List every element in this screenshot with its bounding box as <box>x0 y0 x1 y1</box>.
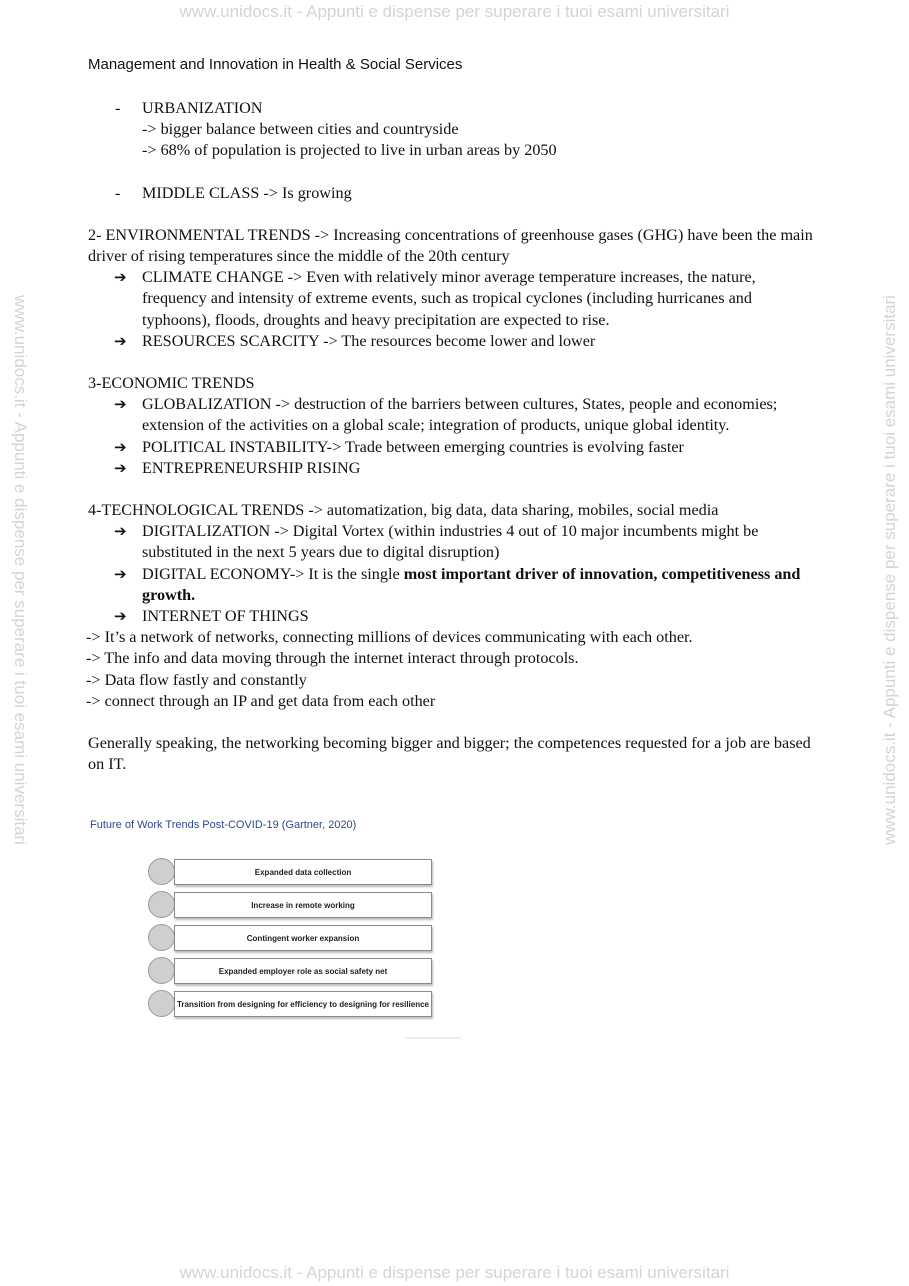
watermark-right: www.unidocs.it - Appunti e dispense per superare i tuoi esami universitari <box>880 295 899 845</box>
digital-economy-item <box>88 564 818 606</box>
circle-marker <box>148 891 175 918</box>
arrow-bullet-icon: ➔ <box>114 522 127 541</box>
urbanization-line-2: -> 68% of population is projected to live in urban areas by 2050 <box>142 141 557 160</box>
arrow-bullet-icon: ➔ <box>114 268 127 287</box>
figure-title: Future of Work Trends Post-COVID-19 (Gartner, 2020) <box>90 819 357 831</box>
climate-change-item <box>88 267 818 331</box>
iot-line-3: -> Data flow fastly and constantly <box>86 670 307 689</box>
urbanization-title: URBANIZATION <box>142 99 263 117</box>
figure-item-box: Expanded employer role as social safety net <box>174 958 432 984</box>
digitalization-text: DIGITALIZATION -> Digital Vortex (within industries 4 out of 10 major incumbents might be substituted in the next 5 years due to digital disruption) <box>142 522 759 562</box>
divider <box>405 1037 461 1039</box>
figure-item-box: Increase in remote working <box>174 892 432 918</box>
dash-bullet: - <box>115 183 121 202</box>
climate-change-text: CLIMATE CHANGE -> Even with relatively minor average temperature increases, the nature, frequency and intensity of extreme events, such as tropical cyclones (including hurricanes and typhoons), floods, droughts and heavy precipitation are expected to rise. <box>142 268 756 329</box>
middle-class-item <box>88 183 818 204</box>
technological-title: 4-TECHNOLOGICAL TRENDS -> automatization, big data, data sharing, mobiles, social media <box>88 501 719 520</box>
arrow-bullet-icon: ➔ <box>114 458 127 477</box>
iot-line-1: -> It’s a network of networks, connecting millions of devices communicating with each other. <box>86 628 693 647</box>
digitalization-item <box>88 521 818 563</box>
urbanization-item <box>88 98 818 119</box>
iot-text: INTERNET OF THINGS <box>142 607 309 626</box>
page-header: Management and Innovation in Health & Social Services <box>88 56 463 73</box>
arrow-bullet-icon: ➔ <box>114 607 127 626</box>
digital-economy-text: DIGITAL ECONOMY-> It is the single <box>142 564 404 583</box>
globalization-text: GLOBALIZATION -> destruction of the barriers between cultures, States, people and economies; extension of the activities on a global scale; integration of products, unique global identity. <box>142 395 778 435</box>
urbanization-line-1: -> bigger balance between cities and countryside <box>142 120 459 139</box>
circle-marker <box>148 924 175 951</box>
political-instability-text: POLITICAL INSTABILITY-> Trade between emerging countries is evolving faster <box>142 437 684 456</box>
resources-scarcity-item <box>88 331 818 352</box>
circle-marker <box>148 957 175 984</box>
dash-bullet: - <box>115 99 121 117</box>
arrow-bullet-icon: ➔ <box>114 395 127 414</box>
environmental-intro: 2- ENVIRONMENTAL TRENDS -> Increasing concentrations of greenhouse gases (GHG) have been the main driver of rising temperatures since the middle of the 20th century <box>88 225 813 266</box>
entrepreneurship-text: ENTREPRENEURSHIP RISING <box>142 458 361 477</box>
conclusion-paragraph: Generally speaking, the networking becoming bigger and bigger; the competences requested for a job are based on IT. <box>88 734 811 774</box>
iot-line-4: -> connect through an IP and get data from each other <box>86 691 436 710</box>
watermark-bottom: www.unidocs.it - Appunti e dispense per superare i tuoi esami universitari <box>179 1263 730 1282</box>
middle-class-text: MIDDLE CLASS -> Is growing <box>142 183 352 202</box>
digital-economy-bold: most important driver of innovation, competitiveness and growth. <box>142 564 801 604</box>
circle-marker <box>148 990 175 1017</box>
watermark-top: www.unidocs.it - Appunti e dispense per superare i tuoi esami universitari <box>179 2 730 21</box>
figure-item-box: Expanded data collection <box>174 859 432 885</box>
figure-item-box: Contingent worker expansion <box>174 925 432 951</box>
entrepreneurship-item <box>88 458 818 479</box>
arrow-bullet-icon: ➔ <box>114 437 127 456</box>
resources-scarcity-text: RESOURCES SCARCITY -> The resources become lower and lower <box>142 331 596 350</box>
arrow-bullet-icon: ➔ <box>114 564 127 583</box>
iot-item <box>88 606 818 627</box>
arrow-bullet-icon: ➔ <box>114 331 127 350</box>
document-body <box>88 98 818 775</box>
circle-marker <box>148 858 175 885</box>
figure-item-box: Transition from designing for efficiency to designing for resilience <box>174 991 432 1017</box>
economic-title: 3-ECONOMIC TRENDS <box>88 374 255 393</box>
iot-line-2: -> The info and data moving through the internet interact through protocols. <box>86 649 579 668</box>
globalization-item <box>88 394 818 436</box>
watermark-left: www.unidocs.it - Appunti e dispense per superare i tuoi esami universitari <box>11 295 30 845</box>
political-instability-item <box>88 437 818 458</box>
